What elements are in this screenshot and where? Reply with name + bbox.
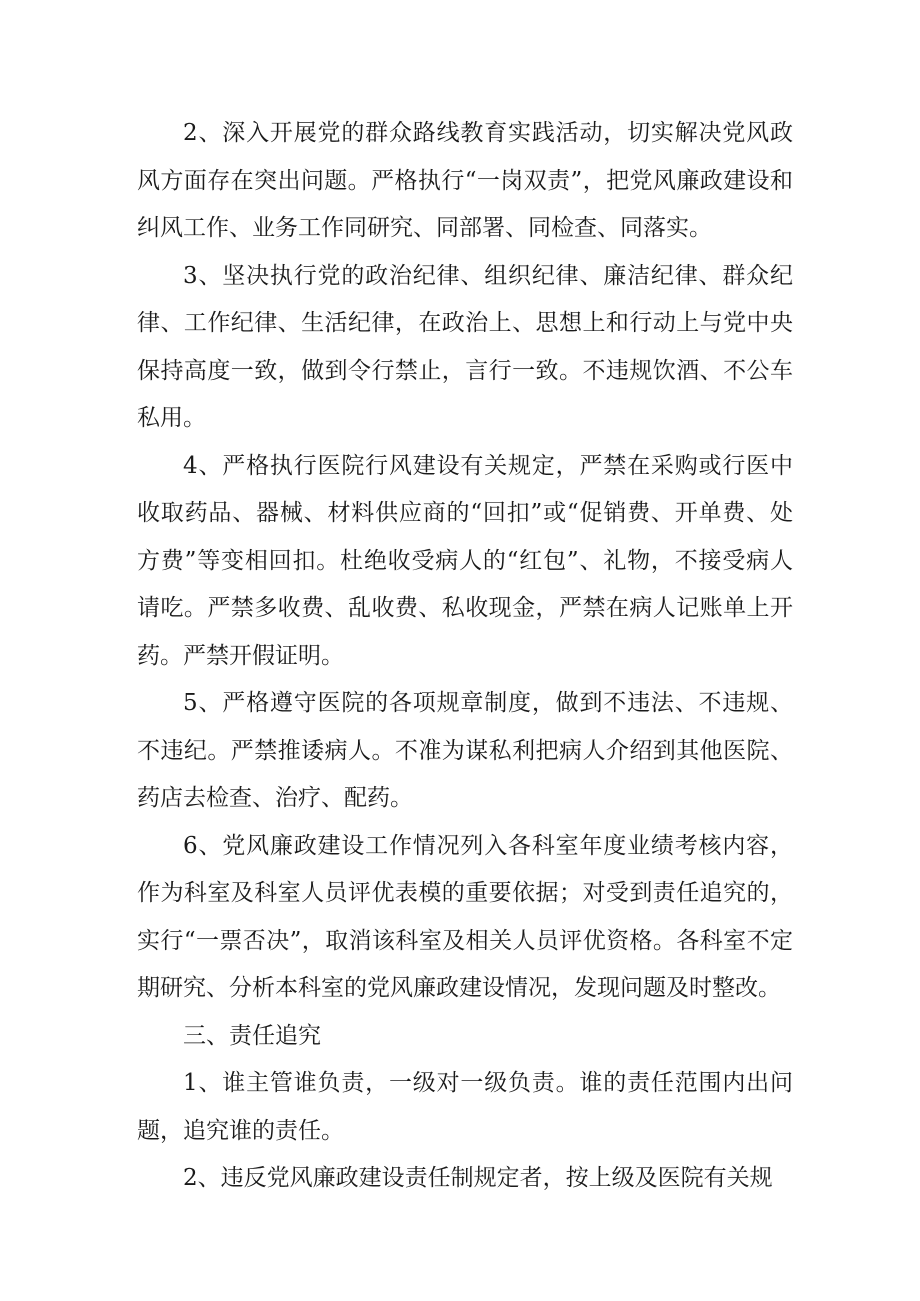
paragraph-item-4: 4、严格执行医院行风建设有关规定，严禁在采购或行医中收取药品、器械、材料供应商的“回扣”或“促销费、开单费、处方费”等变相回扣。杜绝收受病人的“红包”、礼物，不接受病人请吃。严禁多收费、乱收费、私收现金，严禁在病人记账单上开药。严禁开假证明。 (137, 452, 793, 669)
document-body (137, 110, 793, 1203)
accountability-item-1: 1、谁主管谁负责，一级对一级负责。谁的责任范围内出问题，追究谁的责任。 (137, 1070, 793, 1144)
paragraph-item-6: 6、党风廉政建设工作情况列入各科室年度业绩考核内容，作为科室及科室人员评优表模的重要依据；对受到责任追究的，实行“一票否决”，取消该科室及相关人员评优资格。各科室不定期研究、分析本科室的党风廉政建设情况，发现问题及时整改。 (137, 832, 793, 1001)
paragraph-item-3: 3、坚决执行党的政治纪律、组织纪律、廉洁纪律、群众纪律、工作纪律、生活纪律，在政治上、思想上和行动上与党中央保持高度一致，做到令行禁止，言行一致。不违规饮酒、不公车私用。 (137, 262, 793, 431)
section-heading: 三、责任追究 (183, 1022, 321, 1049)
paragraph-item-5: 5、严格遵守医院的各项规章制度，做到不违法、不违规、不违纪。严禁推诿病人。不准为谋私利把病人介绍到其他医院、药店去检查、治疗、配药。 (137, 690, 793, 811)
accountability-item-2: 2、违反党风廉政建设责任制规定者，按上级及医院有关规 (183, 1165, 773, 1191)
paragraph-item-2: 2、深入开展党的群众路线教育实践活动，切实解决党风政风方面存在突出问题。严格执行“一岗双责”，把党风廉政建设和纠风工作、业务工作同研究、同部署、同检查、同落实。 (137, 120, 793, 241)
